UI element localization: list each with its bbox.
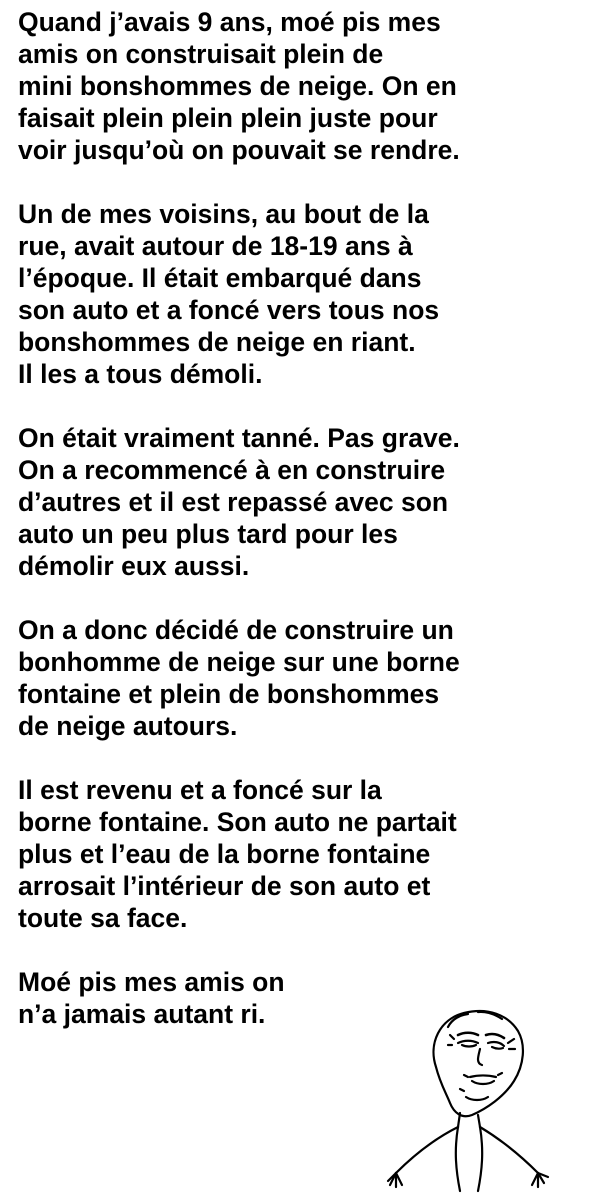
text-line: faisait plein plein plein juste pour xyxy=(18,103,438,133)
text-line: voir jusqu’où on pouvait se rendre. xyxy=(18,135,460,165)
paragraph-5 xyxy=(18,774,598,934)
paragraph-1 xyxy=(18,6,598,166)
text-line: Il les a tous démoli. xyxy=(18,359,263,389)
text-line: démolir eux aussi. xyxy=(18,551,250,581)
paragraph-3 xyxy=(18,422,598,582)
text-line: n’a jamais autant ri. xyxy=(18,999,266,1029)
paragraph-4 xyxy=(18,614,598,742)
text-line: rue, avait autour de 18-19 ans à xyxy=(18,231,413,261)
text-line: bonshommes de neige en riant. xyxy=(18,327,416,357)
text-line: de neige autours. xyxy=(18,711,238,741)
paragraph-2 xyxy=(18,198,598,390)
text-line: borne fontaine. Son auto ne partait xyxy=(18,807,457,837)
text-line: d’autres et il est repassé avec son xyxy=(18,487,449,517)
rage-face-icon xyxy=(368,1005,568,1193)
text-line: fontaine et plein de bonshommes xyxy=(18,679,440,709)
text-line: amis on construisait plein de xyxy=(18,39,384,69)
text-line: On a recommencé à en construire xyxy=(18,455,446,485)
text-line: bonhomme de neige sur une borne xyxy=(18,647,460,677)
story-text xyxy=(18,6,598,1062)
text-line: Moé pis mes amis on xyxy=(18,967,285,997)
text-line: Quand j’avais 9 ans, moé pis mes xyxy=(18,7,441,37)
text-line: toute sa face. xyxy=(18,903,188,933)
text-line: auto un peu plus tard pour les xyxy=(18,519,398,549)
text-line: Il est revenu et a foncé sur la xyxy=(18,775,382,805)
text-line: Un de mes voisins, au bout de la xyxy=(18,199,429,229)
text-line: mini bonshommes de neige. On en xyxy=(18,71,457,101)
text-line: son auto et a foncé vers tous nos xyxy=(18,295,440,325)
text-line: l’époque. Il était embarqué dans xyxy=(18,263,422,293)
text-line: plus et l’eau de la borne fontaine xyxy=(18,839,431,869)
text-line: arrosait l’intérieur de son auto et xyxy=(18,871,431,901)
text-line: On a donc décidé de construire un xyxy=(18,615,454,645)
text-line: On était vraiment tanné. Pas grave. xyxy=(18,423,460,453)
